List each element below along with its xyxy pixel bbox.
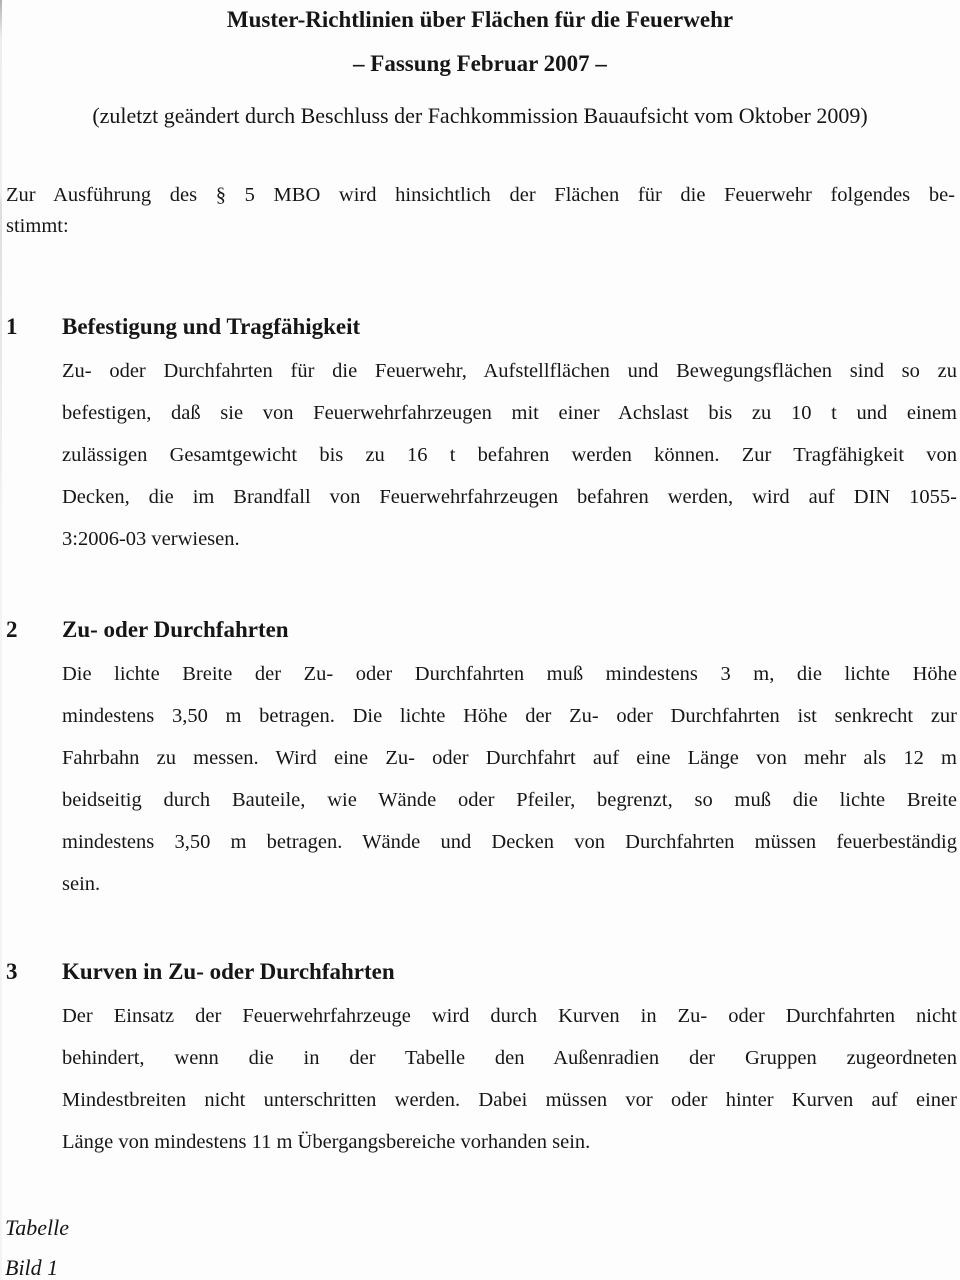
text-line: behindert, wenn die in der Tabelle den Außenradien der Gruppen zugeordneten [62, 1047, 957, 1069]
text-line: Der Einsatz der Feuerwehrfahrzeuge wird durch Kurven in Zu- oder Durchfahrten nicht [62, 1005, 957, 1027]
text-line: 3:2006-03 verwiesen. [62, 528, 240, 550]
text-line: Decken, die im Brandfall von Feuerwehrfahrzeugen befahren werden, wird auf DIN 1055- [62, 486, 957, 508]
document-version-line: – Fassung Februar 2007 – [353, 51, 607, 76]
text-line: befestigen, daß sie von Feuerwehrfahrzeugen mit einer Achslast bis zu 10 t und einem [62, 402, 957, 424]
text-line: Die lichte Breite der Zu- oder Durchfahrten muß mindestens 3 m, die lichte Höhe [62, 663, 957, 685]
section-befestigung [0, 312, 960, 560]
figure-captions [5, 1212, 960, 1280]
caption-tabelle: Tabelle [5, 1215, 69, 1240]
section-number: 3 [6, 959, 18, 984]
text-line: beidseitig durch Bauteile, wie Wände oder Pfeiler, begrenzt, so muß die lichte Breite [62, 789, 957, 811]
text-line: sein. [62, 873, 101, 895]
section-zu-oder-durchfahrten [0, 615, 960, 905]
text-line: mindestens 3,50 m betragen. Wände und Decken von Durchfahrten müssen feuerbeständig [62, 831, 957, 853]
section-body [62, 350, 957, 560]
text-line: Fahrbahn zu messen. Wird eine Zu- oder Durchfahrt auf eine Länge von mehr als 12 m [62, 747, 957, 769]
document-amendment-note: (zuletzt geändert durch Beschluss der Fachkommission Bauaufsicht vom Oktober 2009) [92, 103, 868, 128]
section-heading-row [0, 615, 960, 645]
text-line: Mindestbreiten nicht unterschritten werden. Dabei müssen vor oder hinter Kurven auf einer [62, 1089, 957, 1111]
section-heading-row [0, 312, 960, 342]
section-body [62, 995, 957, 1163]
section-heading-row [0, 957, 960, 987]
section-heading: Zu- oder Durchfahrten [62, 617, 289, 642]
text-line: zulässigen Gesamtgewicht bis zu 16 t befahren werden können. Zur Tragfähigkeit von [62, 444, 957, 466]
text-line: Zur Ausführung des § 5 MBO wird hinsichtlich der Flächen für die Feuerwehr folgendes be- [6, 184, 955, 206]
text-line: Zu- oder Durchfahrten für die Feuerwehr, Aufstellflächen und Bewegungsflächen sind so zu [62, 360, 957, 382]
text-line: Länge von mindestens 11 m Übergangsbereiche vorhanden sein. [62, 1131, 591, 1153]
document-title: Muster-Richtlinien über Flächen für die Feuerwehr [226, 7, 734, 32]
text-line: stimmt: [6, 215, 69, 237]
text-line: mindestens 3,50 m betragen. Die lichte Höhe der Zu- oder Durchfahrten ist senkrecht zur [62, 705, 957, 727]
intro-paragraph [6, 180, 955, 242]
caption-bild-1: Bild 1 [5, 1255, 59, 1280]
section-heading: Befestigung und Tragfähigkeit [62, 314, 361, 339]
section-number: 1 [6, 314, 18, 339]
section-heading: Kurven in Zu- oder Durchfahrten [62, 959, 395, 984]
section-kurven [0, 957, 960, 1163]
section-number: 2 [6, 617, 18, 642]
section-body [62, 653, 957, 905]
